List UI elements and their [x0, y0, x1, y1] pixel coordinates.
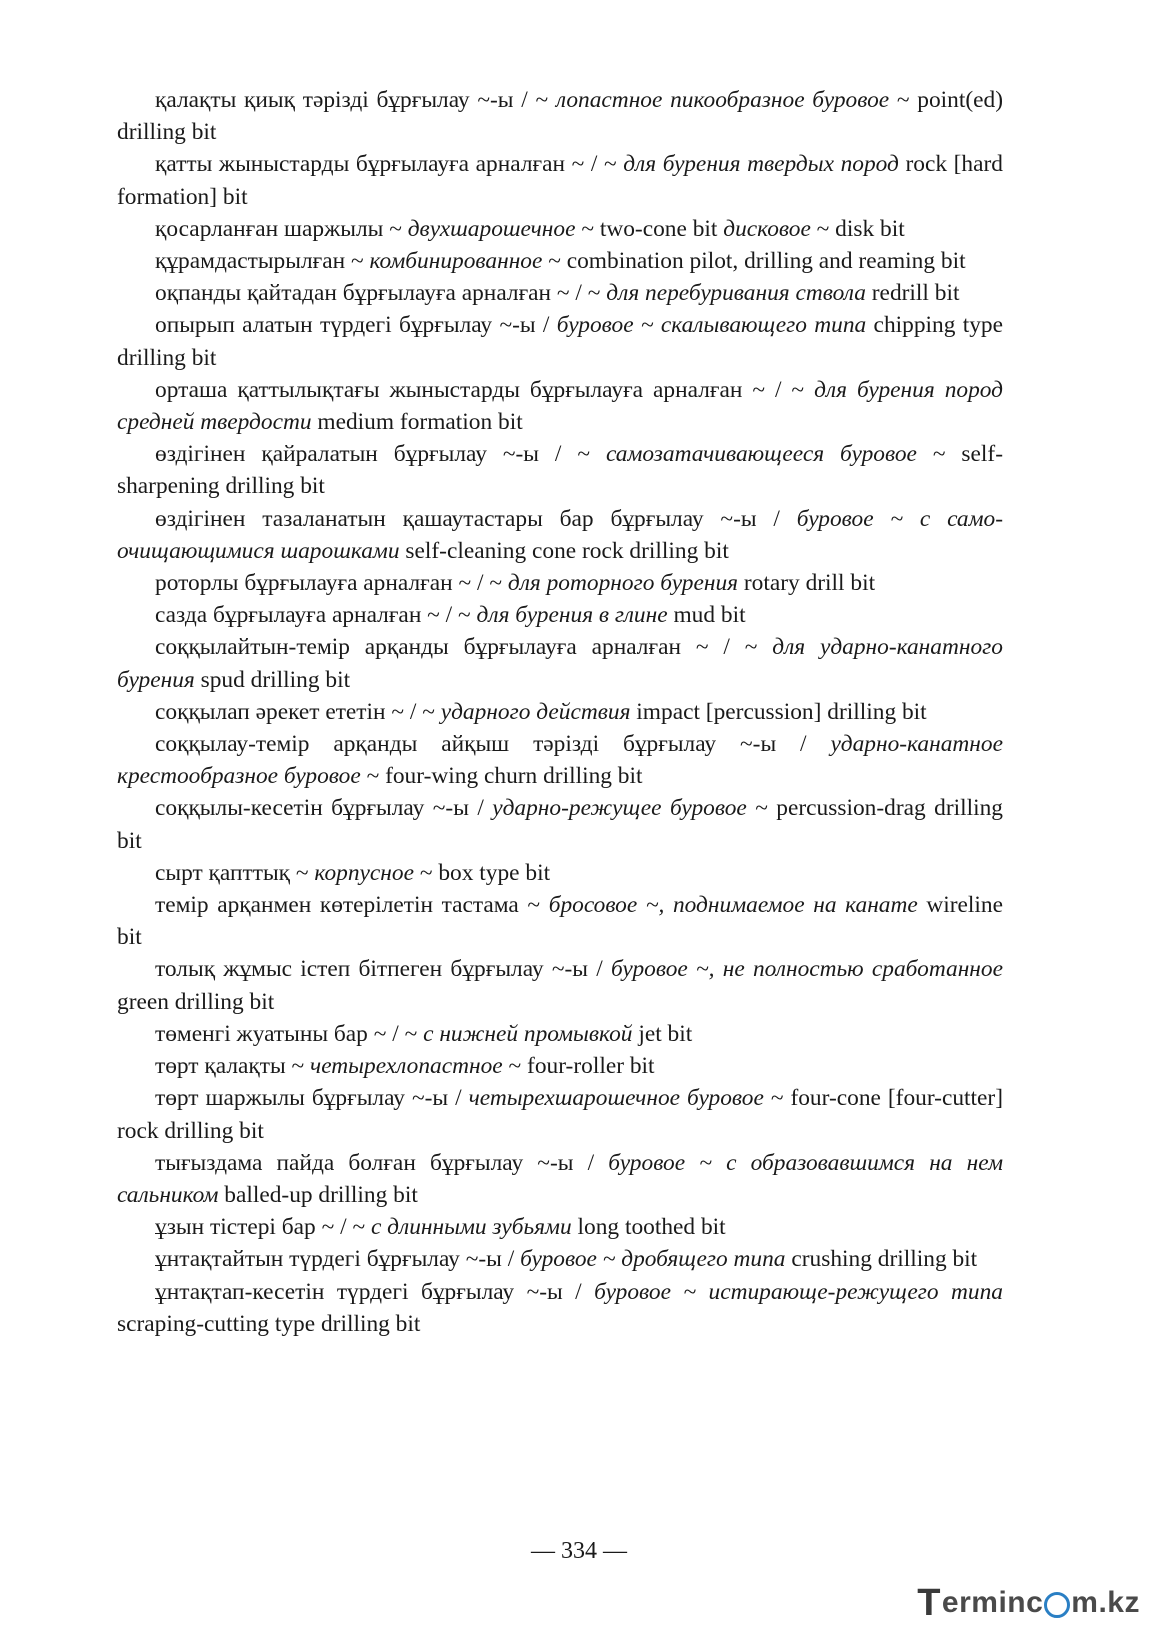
entry-12: соққылап әрекет ететін ~ / ~ ударного действия impact [percussion] drilling bit: [155, 698, 927, 725]
entry-15: сырт қапттық ~ корпусное ~ box type bit: [155, 859, 551, 886]
watermark-circle-icon: [1044, 1592, 1070, 1618]
entry-17: толық жұмыс істеп бітпеген бұрғылау ~-ы / буровое ~, не полностью сработанное green drilling bit: [117, 956, 1003, 1015]
entry-18: төменгі жуатыны бар ~ / ~ с нижней промывкой jet bit: [155, 1020, 693, 1047]
entry-4: оқпанды қайтадан бұрғылауға арналған ~ / ~ для перебуривания ствола redrill bit: [155, 280, 960, 307]
watermark-suffix: m.kz: [1071, 1586, 1140, 1619]
watermark-prefix: T: [917, 1581, 941, 1624]
entry-8: өздігінен тазаланатын қашаутастары бар бұрғылау ~-ы / буровое ~ с самоочищающимися шарошками self-cleaning cone rock drilling bit: [117, 505, 1003, 564]
entry-14: соққылы-кесетін бұрғылау ~-ы / ударно-режущее буровое ~ percussion-drag drilling bit: [117, 795, 1003, 854]
page-number: — 334 —: [531, 1538, 627, 1564]
dictionary-entries: [117, 84, 1003, 1340]
entry-13: соққылау-темір арқанды айқыш тәрізді бұрғылау ~-ы / ударно-канатное крестообразное буровое ~ four-wing churn drilling bit: [117, 731, 1003, 790]
entry-24: ұнтақтап-кесетін түрдегі бұрғылау ~-ы / буровое ~ истирающе-режущего типа scraping-cutting type drilling bit: [117, 1278, 1003, 1337]
entry-6: орташа қаттылықтағы жыныстарды бұрғылауға арналған ~ / ~ для бурения пород средней твердости medium formation bit: [117, 376, 1004, 436]
entry-20: төрт шаржылы бұрғылау ~-ы / четырехшарошечное буровое ~ four-cone [four-cutter] rock drilling bit: [117, 1085, 1003, 1144]
entry-19: төрт қалақты ~ четырехлопастное ~ four-roller bit: [155, 1053, 655, 1080]
watermark-mid: erminc: [941, 1586, 1044, 1619]
entry-3: құрамдастырылған ~ комбинированное ~ combination pilot, drilling and reaming bit: [155, 248, 966, 275]
entry-16: темір арқанмен көтерілетін тастама ~ бросовое ~, поднимаемое на канате wireline bit: [117, 892, 1004, 951]
entry-22: ұзын тістері бар ~ / ~ с длинными зубьями long toothed bit: [155, 1214, 726, 1241]
entry-1: қатты жыныстарды бұрғылауға арналған ~ / ~ для бурения твердых пород rock [hard formation] bit: [117, 151, 1003, 210]
entry-10: сазда бұрғылауға арналған ~ / ~ для бурения в глине mud bit: [155, 602, 746, 629]
entry-23: ұнтақтайтын түрдегі бұрғылау ~-ы / буровое ~ дробящего типа crushing drilling bit: [155, 1246, 978, 1273]
entry-5: опырып алатын түрдегі бұрғылау ~-ы / буровое ~ скалывающего типа chipping type drilling bit: [117, 312, 1004, 371]
entry-7: өздігінен қайралатын бұрғылау ~-ы / ~ самозатачивающееся буровое ~ self-sharpening drilling bit: [117, 441, 1003, 500]
entry-0: қалақты қиық тәрізді бұрғылау ~-ы / ~ лопастное пикообразное буровое ~ point(ed) drilling bit: [117, 87, 1004, 146]
entry-9: роторлы бұрғылауға арналған ~ / ~ для роторного бурения rotary drill bit: [155, 570, 876, 597]
termincom-watermark: [917, 1583, 1140, 1623]
entry-2: қосарланған шаржылы ~ двухшарошечное ~ two-cone bit дисковое ~ disk bit: [155, 215, 905, 242]
entry-11: соққылайтын-темір арқанды бұрғылауға арналған ~ / ~ для ударно-канатного бурения spud drilling bit: [117, 634, 1003, 693]
entry-21: тығыздама пайда болған бұрғылау ~-ы / буровое ~ с образовавшимся на нем сальником balled-up drilling bit: [117, 1149, 1003, 1208]
